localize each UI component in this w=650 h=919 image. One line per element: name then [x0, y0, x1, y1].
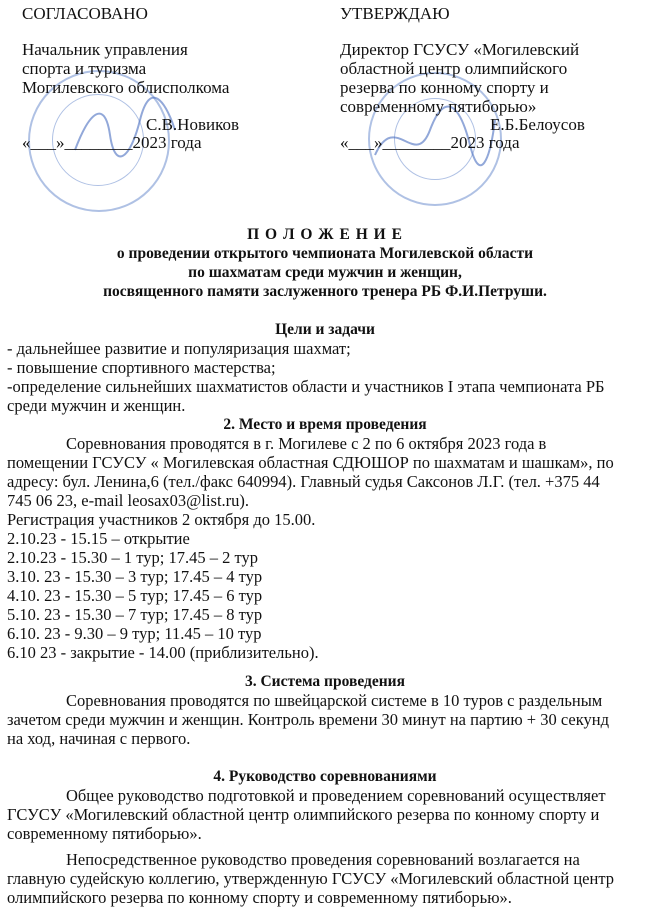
section2-para-line: адресу: бул. Ленина,6 (тел./факс 640994). Главный судья Саксонов Л.Г. (тел. +375 44 — [7, 472, 600, 491]
schedule-line: 2.10.23 - 15.15 – открытие — [7, 529, 190, 548]
section3-para-line: Соревнования проводятся по швейцарской системе в 10 туров с раздельным — [66, 691, 603, 710]
section4-para2-line: главную судейскую коллегию, утвержденную ГСУСУ «Могилевский областной центр — [7, 869, 614, 888]
approval-left-line: Начальник управления — [22, 40, 188, 59]
section1-item: -определение сильнейших шахматистов области и участников I этапа чемпионата РБ — [7, 377, 605, 396]
section1-item: - повышение спортивного мастерства; — [7, 358, 276, 377]
registration-line: Регистрация участников 2 октября до 15.00. — [7, 510, 316, 529]
approval-right-heading: УТВЕРЖДАЮ — [340, 4, 450, 23]
section4-para1-line: современному пятиборью». — [7, 824, 202, 843]
section4-para1-line: ГСУСУ «Могилевский областной центр олимпийского резерва по конному спорту и — [7, 805, 600, 824]
section2-heading: 2. Место и время проведения — [223, 416, 427, 433]
section3-heading: 3. Система проведения — [244, 673, 405, 690]
schedule-line: 3.10. 23 - 15.30 – 3 тур; 17.45 – 4 тур — [7, 567, 263, 586]
approval-right-date: «___»________2023 года — [340, 133, 520, 152]
schedule-line: 2.10.23 - 15.30 – 1 тур; 17.45 – 2 тур — [7, 548, 258, 567]
section2-para-line: Соревнования проводятся в г. Могилеве с 2 по 6 октября 2023 года в — [66, 434, 547, 453]
section2-para-line: 745 06 23, e-mail leosax03@list.ru). — [7, 491, 250, 510]
document-subtitle-line: посвященного памяти заслуженного тренера РБ Ф.И.Петруши. — [103, 283, 547, 300]
approval-right-name: Е.Б.Белоусов — [490, 115, 585, 134]
document-subtitle-line: по шахматам среди мужчин и женщин, — [188, 264, 462, 281]
approval-left-line: спорта и туризма — [22, 59, 147, 78]
approval-right-line: областной центр олимпийского — [340, 59, 568, 78]
document-subtitle-line: о проведении открытого чемпионата Могилевской области — [116, 245, 534, 262]
section4-heading: 4. Руководство соревнованиями — [213, 768, 437, 785]
approval-right-line: резерва по конному спорту и — [340, 78, 549, 97]
schedule-line: 6.10. 23 - 9.30 – 9 тур; 11.45 – 10 тур — [7, 624, 262, 643]
approval-right-line: Директор ГСУСУ «Могилевский — [340, 40, 580, 59]
section2-para-line: помещении ГСУСУ « Могилевская областная СДЮШОР по шахматам и шашкам», по — [7, 453, 614, 472]
section1-heading: Цели и задачи — [275, 321, 375, 338]
approval-right-line: современному пятиборью» — [340, 97, 537, 116]
approval-left-date: «___»________2023 года — [22, 133, 202, 152]
section4-para2-line: Непосредственное руководство проведения соревнований возлагается на — [66, 850, 580, 869]
section3-para-line: на ход, начиная с первого. — [7, 729, 191, 748]
schedule-line: 6.10 23 - закрытие - 14.00 (приблизительно). — [7, 643, 319, 662]
section4-para2-line: олимпийского резерва по конному спорту и современному пятиборью». — [7, 888, 512, 907]
schedule-line: 4.10. 23 - 15.30 – 5 тур; 17.45 – 6 тур — [7, 586, 263, 605]
section4-para1-line: Общее руководство подготовкой и проведением соревнований осуществляет — [66, 786, 606, 805]
approval-left-line: Могилевского облисполкома — [22, 78, 230, 97]
section3-para-line: зачетом среди мужчин и женщин. Контроль времени 30 минут на партию + 30 секунд — [7, 710, 609, 729]
section1-item: - дальнейшее развитие и популяризация шахмат; — [7, 339, 351, 358]
schedule-line: 5.10. 23 - 15.30 – 7 тур; 17.45 – 8 тур — [7, 605, 263, 624]
approval-left-heading: СОГЛАСОВАНО — [22, 4, 148, 23]
approval-left-name: С.В.Новиков — [146, 115, 240, 134]
document-title: П О Л О Ж Е Н И Е — [247, 226, 403, 243]
section1-item: среди мужчин и женщин. — [7, 396, 186, 415]
